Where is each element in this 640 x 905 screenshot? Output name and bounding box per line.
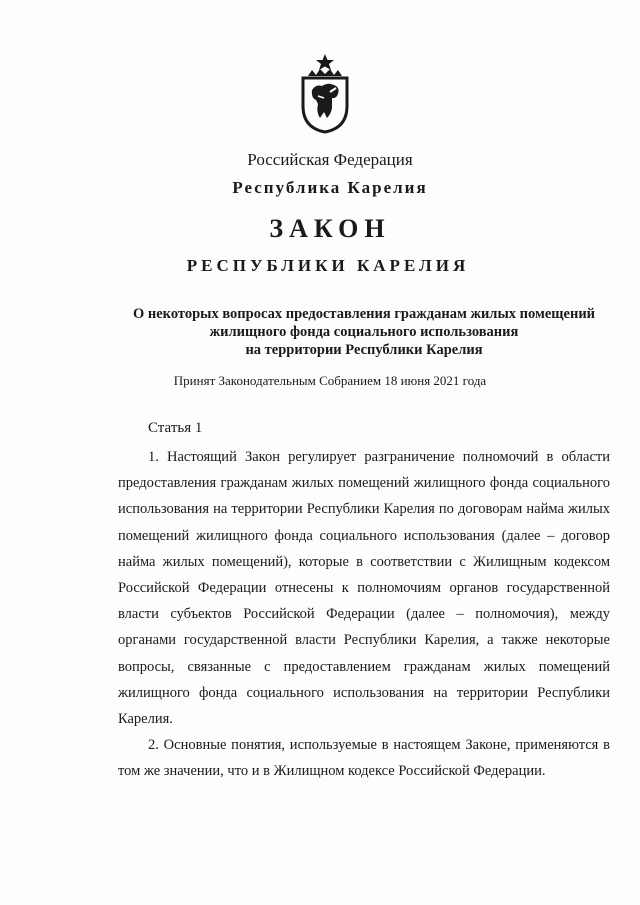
title-line: на территории Республики Карелия [245, 342, 483, 358]
country-name: Российская Федерация [247, 150, 413, 169]
document-title [0, 305, 640, 359]
adoption-note: Принят Законодательным Собранием 18 июня 2021 года [173, 373, 487, 388]
article-paragraph: 1. Настоящий Закон регулирует разграничение полномочий в области предоставления гражданам жилых помещений жилищного фонда социального использования на территории Республики Карелия по договорам найма жилых помещений жилищного фонда социального использования (далее – договор найма жилых помещений), которые в соответствии с Жилищным кодексом Российской Федерации отнесены к полномочиям органов государственной власти субъектов Российской Федерации (далее – полномочия), между органами государственной власти Республики Карелия, а также некоторые вопросы, связанные с предоставлением гражданам жилых помещений жилищного фонда социального использования на территории Республики Карелия. [118, 449, 610, 728]
coat-of-arms-icon [298, 52, 352, 134]
article-heading: Статья 1 [148, 420, 203, 436]
article-paragraph: 2. Основные понятия, используемые в настоящем Законе, применяются в том же значении, что и в Жилищном кодексе Российской Федерации. [118, 737, 610, 780]
republic-name: Республика Карелия [232, 178, 428, 197]
title-line: О некоторых вопросах предоставления гражданам жилых помещений [132, 306, 596, 322]
document-issuer: РЕСПУБЛИКИ КАРЕЛИЯ [186, 256, 470, 275]
title-line: жилищного фонда социального использования [209, 324, 519, 340]
document-type: ЗАКОН [269, 214, 391, 243]
